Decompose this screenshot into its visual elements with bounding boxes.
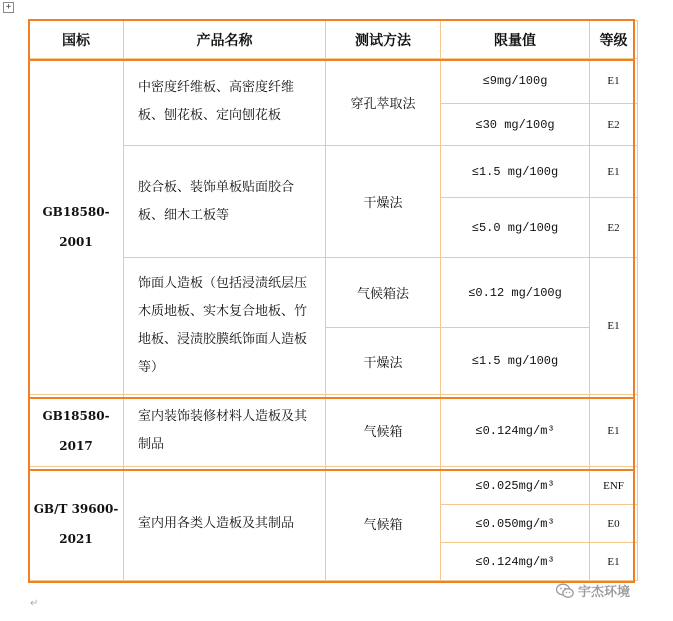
paragraph-mark-icon: ↵ — [30, 598, 39, 609]
wechat-icon — [556, 583, 574, 599]
header-method: 测试方法 — [326, 21, 441, 59]
header-grade: 等级 — [590, 21, 638, 59]
grade-cell: E1 — [590, 258, 638, 395]
method-cell: 干燥法 — [326, 146, 441, 258]
limit-cell: ≤0.025mg/m³ — [441, 467, 590, 505]
grade-cell: E1 — [590, 59, 638, 104]
method-cell: 气候箱 — [326, 467, 441, 581]
method-cell: 穿孔萃取法 — [326, 59, 441, 146]
product-cell: 胶合板、装饰单板贴面胶合板、细木工板等 — [124, 146, 326, 258]
header-standard: 国标 — [29, 21, 124, 59]
header-product: 产品名称 — [124, 21, 326, 59]
standard-cell: GB18580-2017 — [29, 395, 124, 467]
header-limit: 限量值 — [441, 21, 590, 59]
table-row — [29, 59, 638, 104]
limit-cell: ≤0.124mg/m³ — [441, 543, 590, 581]
product-cell: 中密度纤维板、高密度纤维板、刨花板、定向刨花板 — [124, 59, 326, 146]
limit-cell: ≤5.0 mg/100g — [441, 198, 590, 258]
watermark — [556, 581, 630, 600]
limit-cell: ≤0.12 mg/100g — [441, 258, 590, 328]
grade-cell: E1 — [590, 395, 638, 467]
table-row — [29, 395, 638, 467]
limit-cell: ≤9mg/100g — [441, 59, 590, 104]
standard-cell: GB/T 39600-2021 — [29, 467, 124, 581]
limit-cell: ≤30 mg/100g — [441, 104, 590, 146]
grade-cell: E2 — [590, 104, 638, 146]
grade-cell: E1 — [590, 543, 638, 581]
method-cell: 气候箱法 — [326, 258, 441, 328]
product-cell: 室内用各类人造板及其制品 — [124, 467, 326, 581]
grade-cell: ENF — [590, 467, 638, 505]
method-cell: 气候箱 — [326, 395, 441, 467]
formaldehyde-standards-table — [28, 20, 638, 581]
grade-cell: E1 — [590, 146, 638, 198]
product-cell: 室内装饰装修材料人造板及其制品 — [124, 395, 326, 467]
table-header-row — [29, 21, 638, 59]
limit-cell: ≤0.124mg/m³ — [441, 395, 590, 467]
table-move-handle-icon[interactable]: + — [3, 2, 14, 13]
limit-cell: ≤1.5 mg/100g — [441, 146, 590, 198]
grade-cell: E2 — [590, 198, 638, 258]
product-cell: 饰面人造板（包括浸渍纸层压木质地板、实木复合地板、竹地板、浸渍胶膜纸饰面人造板等） — [124, 258, 326, 395]
grade-cell: E0 — [590, 505, 638, 543]
method-cell: 干燥法 — [326, 328, 441, 395]
standard-cell: GB18580-2001 — [29, 59, 124, 395]
limit-cell: ≤1.5 mg/100g — [441, 328, 590, 395]
table-row — [29, 467, 638, 505]
limit-cell: ≤0.050mg/m³ — [441, 505, 590, 543]
watermark-text: 宇杰环境 — [578, 585, 631, 600]
